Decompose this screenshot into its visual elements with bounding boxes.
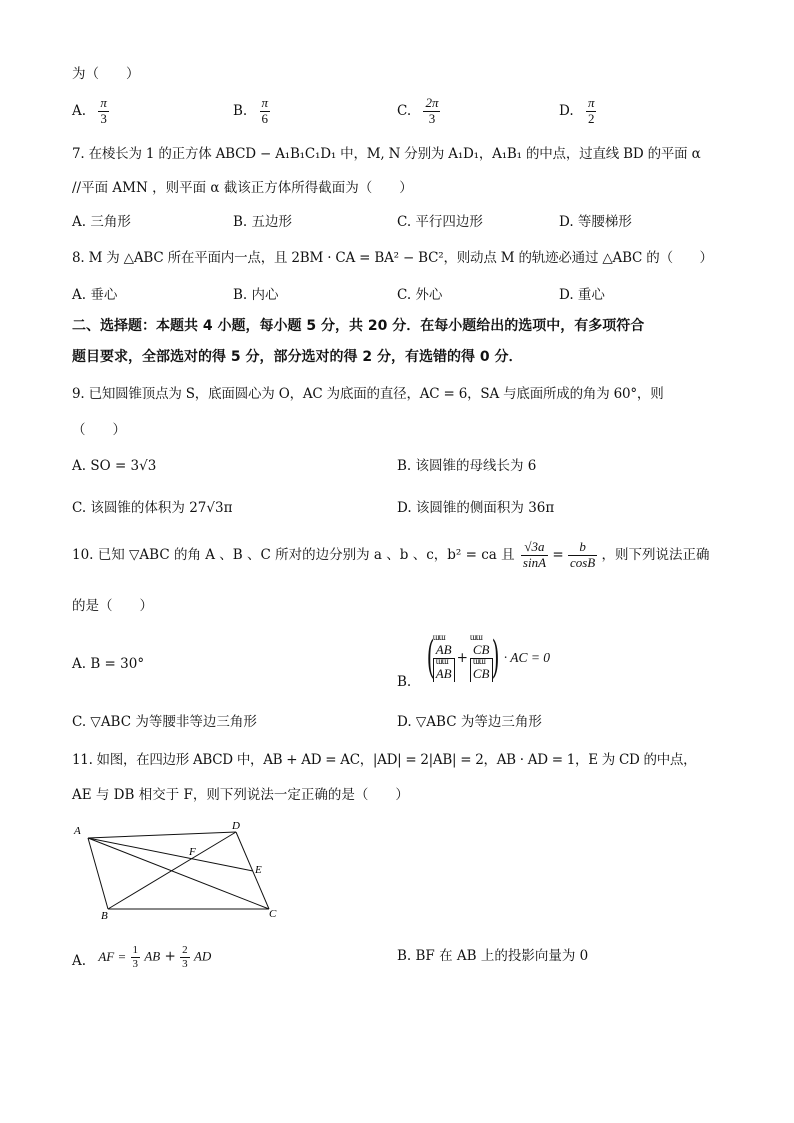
vector-expression: ( ɯɯ AB ɯɯ AB + ɯɯ CB ɯɯ CB ) · AC = 0: [422, 632, 551, 685]
q10-option-c[interactable]: C. ▽ABC 为等腰非等边三角形: [72, 714, 257, 730]
q6-option-b[interactable]: B. $\frac{\pi}{6}$: [233, 95, 269, 126]
q9-stem-line2: （ ）: [72, 422, 126, 438]
fraction: $\frac{\pi}{3}$: [100, 95, 107, 126]
q11-stem-line2: AE 与 DB 相交于 F，则下列说法一定正确的是（ ）: [72, 787, 409, 803]
q8-stem: 8. M 为 △ABC 所在平面内一点，且 2BM · CA = BA² − BC²，则动点 M 的轨迹必通过 △ABC 的（ ）: [72, 250, 713, 266]
q8-option-d[interactable]: D. 重心: [559, 287, 605, 303]
fraction: $\frac{\pi}{2}$: [587, 95, 595, 126]
q10-stem-line2: 的是（ ）: [72, 598, 153, 614]
q10-option-a[interactable]: A. B = 30°: [72, 656, 145, 672]
q11-option-a[interactable]: A. AF = $\frac{1}{3}$ AB + $\frac{2}{3}$ AD: [72, 944, 212, 970]
q7-option-a[interactable]: A. 三角形: [72, 214, 131, 230]
fraction: $\frac{\pi}{6}$: [261, 95, 269, 126]
q8-option-a[interactable]: A. 垂心: [72, 287, 118, 303]
fraction: $\frac{√3a}{\sin A}$: [522, 539, 547, 570]
q11-stem-line1: 11. 如图，在四边形 ABCD 中，AB + AD = AC，|AD| = 2|AB| = 2，AB · AD = 1，E 为 CD 的中点，: [72, 752, 697, 768]
segment-ae: [88, 838, 253, 871]
q7-option-b[interactable]: B. 五边形: [233, 214, 293, 230]
q10-option-d[interactable]: D. ▽ABC 为等边三角形: [397, 714, 542, 730]
q7-stem-line1: 7. 在棱长为 1 的正方体 ABCD − A₁B₁C₁D₁ 中，M, N 分别为 A₁D₁，A₁B₁ 的中点，过直线 BD 的平面 α: [72, 146, 701, 162]
fraction: $\frac{2}{3}$: [182, 944, 188, 970]
q9-option-a[interactable]: A. SO = 3√3: [72, 458, 157, 474]
q7-option-c[interactable]: C. 平行四边形: [397, 214, 483, 230]
section-2-heading-line2: 题目要求，全部选对的得 5 分，部分选对的得 2 分，有选错的得 0 分．: [72, 349, 523, 365]
q11-quadrilateral-figure: [68, 818, 288, 920]
q11-option-b[interactable]: B. BF 在 AB 上的投影向量为 0: [397, 948, 589, 964]
q8-option-c[interactable]: C. 外心: [397, 287, 443, 303]
fraction: $\frac{2\pi}{3}$: [425, 95, 439, 126]
q7-option-d[interactable]: D. 等腰梯形: [559, 214, 632, 230]
q6-option-a[interactable]: A. $\frac{\pi}{3}$: [72, 95, 107, 126]
q9-option-d[interactable]: D. 该圆锥的侧面积为 36π: [397, 500, 555, 516]
point-label-b: B: [101, 910, 108, 920]
q7-stem-line2: //平面 AMN ，则平面 α 截该正方体所得截面为（ ）: [72, 180, 413, 196]
q9-option-c[interactable]: C. 该圆锥的体积为 27√3π: [72, 500, 233, 516]
q6-option-c[interactable]: C. $\frac{2\pi}{3}$: [397, 95, 439, 126]
point-label-a: A: [74, 825, 81, 837]
fraction: $\frac{b}{\cos B}$: [569, 539, 596, 570]
edge-ab: [88, 838, 108, 909]
diagonal-ac: [88, 838, 269, 909]
diagonal-bd: [108, 832, 236, 909]
point-label-f: F: [189, 846, 196, 858]
q9-option-b[interactable]: B. 该圆锥的母线长为 6: [397, 458, 537, 474]
unit-vector-ab: ɯɯ AB ɯɯ AB: [433, 635, 455, 682]
q10-stem-line1: 10. 已知 ▽ABC 的角 A 、B 、C 所对的边分别为 a 、b 、c，b² = ca 且 $\frac{√3a}{\sin A}$ = $\frac{b}{\cos B}$ ，则下列说法正确: [72, 539, 710, 570]
q9-stem-line1: 9. 已知圆锥顶点为 S，底面圆心为 O，AC 为底面的直径，AC = 6，SA 与底面所成的角为 60°，则: [72, 386, 664, 402]
q6-tail: 为（ ）: [72, 66, 140, 82]
point-label-e: E: [255, 864, 262, 876]
q8-option-b[interactable]: B. 内心: [233, 287, 279, 303]
section-2-heading-line1: 二、选择题：本题共 4 小题，每小题 5 分，共 20 分．在每小题给出的选项中，有多项符合: [72, 318, 645, 334]
q6-option-d[interactable]: D. $\frac{\pi}{2}$: [559, 95, 595, 126]
unit-vector-cb: ɯɯ CB ɯɯ CB: [470, 635, 493, 682]
point-label-d: D: [232, 820, 240, 832]
edge-ad: [88, 832, 236, 838]
point-label-c: C: [269, 908, 277, 920]
fraction: $\frac{1}{3}$: [132, 944, 139, 970]
q10-option-b[interactable]: B. ( ɯɯ AB ɯɯ AB + ɯɯ CB ɯɯ CB ) · AC = 0: [397, 632, 550, 685]
